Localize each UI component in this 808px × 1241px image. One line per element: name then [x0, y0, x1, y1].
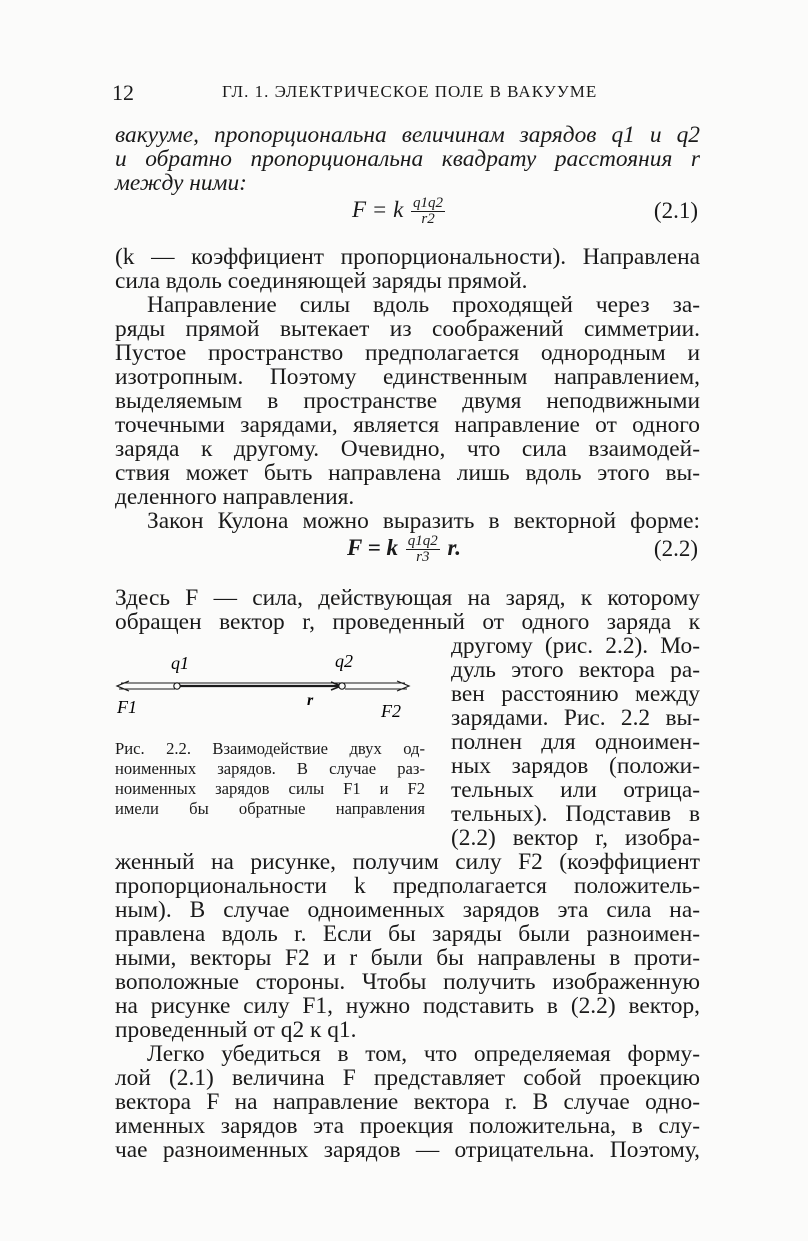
- formula-denominator: r2: [421, 211, 435, 227]
- text-line: дуль этого вектора ра-: [451, 657, 700, 683]
- label-q2: q2: [335, 651, 353, 671]
- formula-2-1: [115, 196, 700, 230]
- label-f2: F2: [381, 701, 401, 721]
- text-line: ряды прямой вытекает из соображений симметрии.: [115, 316, 700, 342]
- text-line: женный на рисунке, получим силу F2 (коэффициент: [115, 849, 700, 875]
- figure-2-2: [113, 645, 423, 735]
- text-line: Направление силы вдоль проходящей через за-: [147, 292, 700, 318]
- formula-numerator: q1q2: [407, 533, 438, 549]
- text-line: пропорциональности k предполагается положитель-: [115, 873, 700, 899]
- text-line: именных зарядов эта проекция положительна, в слу-: [115, 1113, 700, 1139]
- text-line: Легко убедиться в том, что определяемая форму-: [147, 1041, 700, 1067]
- label-f1: F1: [117, 697, 137, 717]
- text-line: полнен для одноимен-: [451, 729, 700, 755]
- text-line: ствия может быть направлена лишь вдоль этого вы-: [115, 460, 700, 486]
- text-line: Закон Кулона можно выразить в векторной форме:: [147, 508, 700, 534]
- text-line: заряда к другому. Очевидно, что сила взаимодей-: [115, 436, 700, 462]
- text-line: правлена вдоль r. Если бы заряды были разноимен-: [115, 921, 700, 947]
- text-line: проведенный от q2 к q1.: [115, 1017, 357, 1043]
- text-line: (2.2) вектор r, изобра-: [451, 825, 700, 851]
- figure-caption-line: имели бы обратные направления: [115, 799, 425, 818]
- formula-vector: r.: [447, 534, 461, 560]
- text-line: тельных или отрица-: [451, 777, 700, 803]
- text-line: зарядами. Рис. 2.2 вы-: [451, 705, 700, 731]
- text-line: (k — коэффициент пропорциональности). Направлена: [115, 244, 700, 270]
- formula-denominator: r3: [416, 549, 430, 565]
- text-line: лой (2.1) величина F представляет собой проекцию: [115, 1065, 700, 1091]
- figure-caption-line: Рис. 2.2. Взаимодействие двух од-: [115, 739, 425, 758]
- text-line: чае разноименных зарядов — отрицательна. Поэтому,: [115, 1137, 700, 1163]
- text-line: сила вдоль соединяющей заряды прямой.: [115, 268, 528, 294]
- formula-lhs: F = k: [347, 534, 399, 560]
- text-line: деленного направления.: [115, 484, 355, 510]
- text-line: вакууме, пропорциональна величинам зарядов q1 и q2: [115, 122, 700, 148]
- text-line: и обратно пропорциональна квадрату расстояния r: [115, 146, 700, 172]
- figure-caption-line: ноименных зарядов. В случае раз-: [115, 759, 425, 778]
- page-number: 12: [112, 80, 134, 105]
- text-line: точечными зарядами, является направление от одного: [115, 412, 700, 438]
- text-line: между ними:: [115, 170, 247, 196]
- text-line: тельных). Подставив в: [451, 801, 700, 827]
- text-line: вен расстоянию между: [451, 681, 700, 707]
- text-line: ных зарядов (положи-: [451, 753, 700, 779]
- equation-number: (2.2): [653, 536, 698, 561]
- text-line: ными, векторы F2 и r были бы направлены в проти-: [115, 945, 700, 971]
- charge-q1-dot: [174, 683, 180, 689]
- charge-q2-dot: [339, 683, 345, 689]
- text-line: вектора F на направление вектора r. В случае одно-: [115, 1089, 700, 1115]
- figure-caption-line: ноименных зарядов силы F1 и F2: [115, 779, 425, 798]
- formula-lhs: F = k: [352, 196, 404, 222]
- text-line: на рисунке силу F1, нужно подставить в (2.2) вектор,: [115, 993, 700, 1019]
- text-line: ным). В случае одноименных зарядов эта сила на-: [115, 897, 700, 923]
- formula-2-2: [115, 534, 700, 568]
- chapter-title: ГЛ. 1. ЭЛЕКТРИЧЕСКОЕ ПОЛЕ В ВАКУУМЕ: [222, 82, 598, 101]
- text-line: другому (рис. 2.2). Мо-: [451, 633, 700, 659]
- running-header: [0, 80, 808, 108]
- label-q1: q1: [171, 653, 189, 673]
- text-line: Здесь F — сила, действующая на заряд, к которому: [115, 585, 700, 611]
- label-r: r: [307, 692, 314, 709]
- text-line: обращен вектор r, проведенный от одного заряда к: [115, 609, 700, 635]
- text-line: Пустое пространство предполагается однородным и: [115, 340, 700, 366]
- text-line: выделяемым в пространстве двумя неподвижными: [115, 388, 700, 414]
- formula-numerator: q1q2: [413, 195, 444, 211]
- text-line: изотропным. Поэтому единственным направлением,: [115, 364, 700, 390]
- equation-number: (2.1): [653, 198, 698, 223]
- text-line: воположные стороны. Чтобы получить изображенную: [115, 969, 700, 995]
